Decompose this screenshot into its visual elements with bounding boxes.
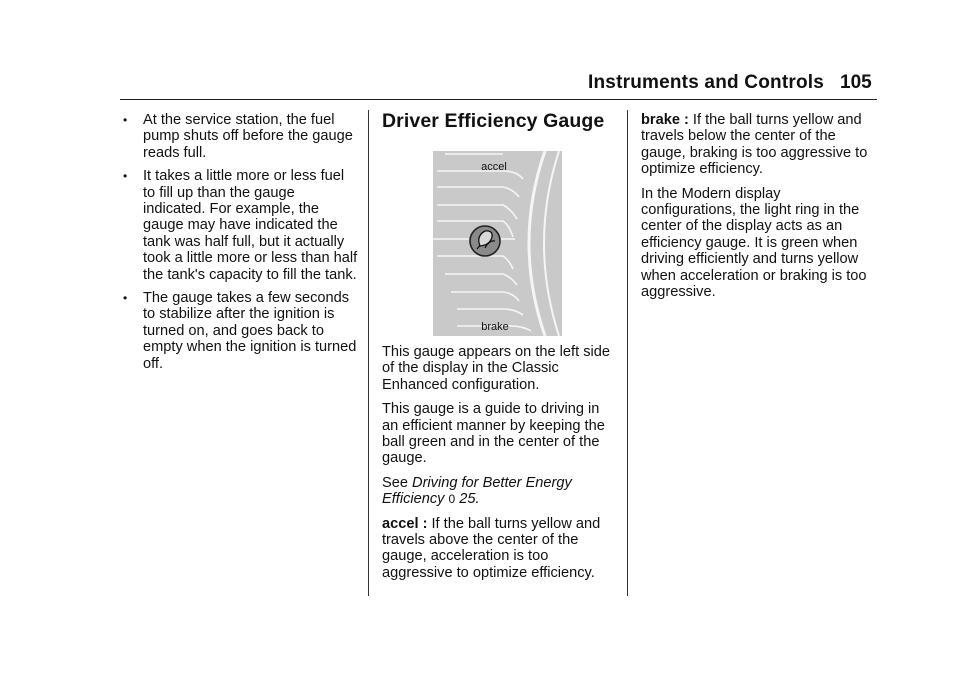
bullet-text: At the service station, the fuel pump shuts off before the gauge reads full. (143, 112, 353, 161)
efficiency-gauge-figure (433, 151, 562, 336)
term-accel: accel : (382, 515, 428, 532)
column-divider-right (627, 110, 628, 596)
gauge-bottom-label: brake (481, 321, 509, 333)
bullet-marker: • (123, 169, 128, 184)
column-divider-left (368, 110, 369, 596)
gauge-top-label: accel (481, 161, 507, 173)
page-ref-icon: 0 (448, 492, 456, 507)
paragraph: This gauge appears on the left side of the display in the Classic Enhanced configuration. (382, 344, 610, 393)
page-number: 105 (840, 72, 872, 93)
see-reference (382, 475, 617, 508)
bullet-item (122, 168, 358, 283)
page-header-title: Instruments and Controls (588, 72, 824, 93)
definition-accel (382, 516, 617, 582)
left-column (122, 112, 358, 379)
bullet-item (122, 290, 358, 372)
paragraph: This gauge is a guide to driving in an efficient manner by keeping the ball green and in the center of the gauge. (382, 401, 605, 467)
definition-text: If the ball turns yellow and travels above the center of the gauge, acceleration is too aggressive to optimize efficiency. (382, 515, 601, 581)
reference-page: 25. (459, 491, 480, 508)
paragraph: In the Modern display configurations, the light ring in the center of the display acts as an efficiency gauge. It is green when driving efficiently and turns yellow when acceleration or braking is too aggressive. (641, 185, 867, 301)
bullet-marker: • (123, 113, 128, 127)
bullet-text: It takes a little more or less fuel to fill up than the gauge indicated. For example, the gauge may have indicated the tank was half full, but it actually took a little more or less than half the tank's capacity to fill the tank. (143, 168, 358, 283)
definition-brake (641, 112, 876, 178)
middle-column-body (382, 344, 617, 589)
see-prefix: See (382, 474, 413, 491)
reference-link[interactable]: Driving for Better Energy Efficiency (382, 474, 572, 508)
definition-text: If the ball turns yellow and travels below the center of the gauge, braking is too aggressive to optimize efficiency. (641, 112, 868, 178)
bullet-marker: • (123, 291, 128, 306)
bullet-item (122, 112, 358, 161)
term-brake: brake : (641, 112, 689, 128)
bullet-text: The gauge takes a few seconds to stabilize after the ignition is turned on, and goes back to empty when the ignition is turned off. (143, 290, 357, 372)
gauge-illustration (433, 151, 562, 336)
section-title: Driver Efficiency Gauge (382, 110, 605, 132)
right-column (641, 112, 876, 308)
header-rule (120, 99, 877, 100)
middle-column (382, 110, 617, 146)
